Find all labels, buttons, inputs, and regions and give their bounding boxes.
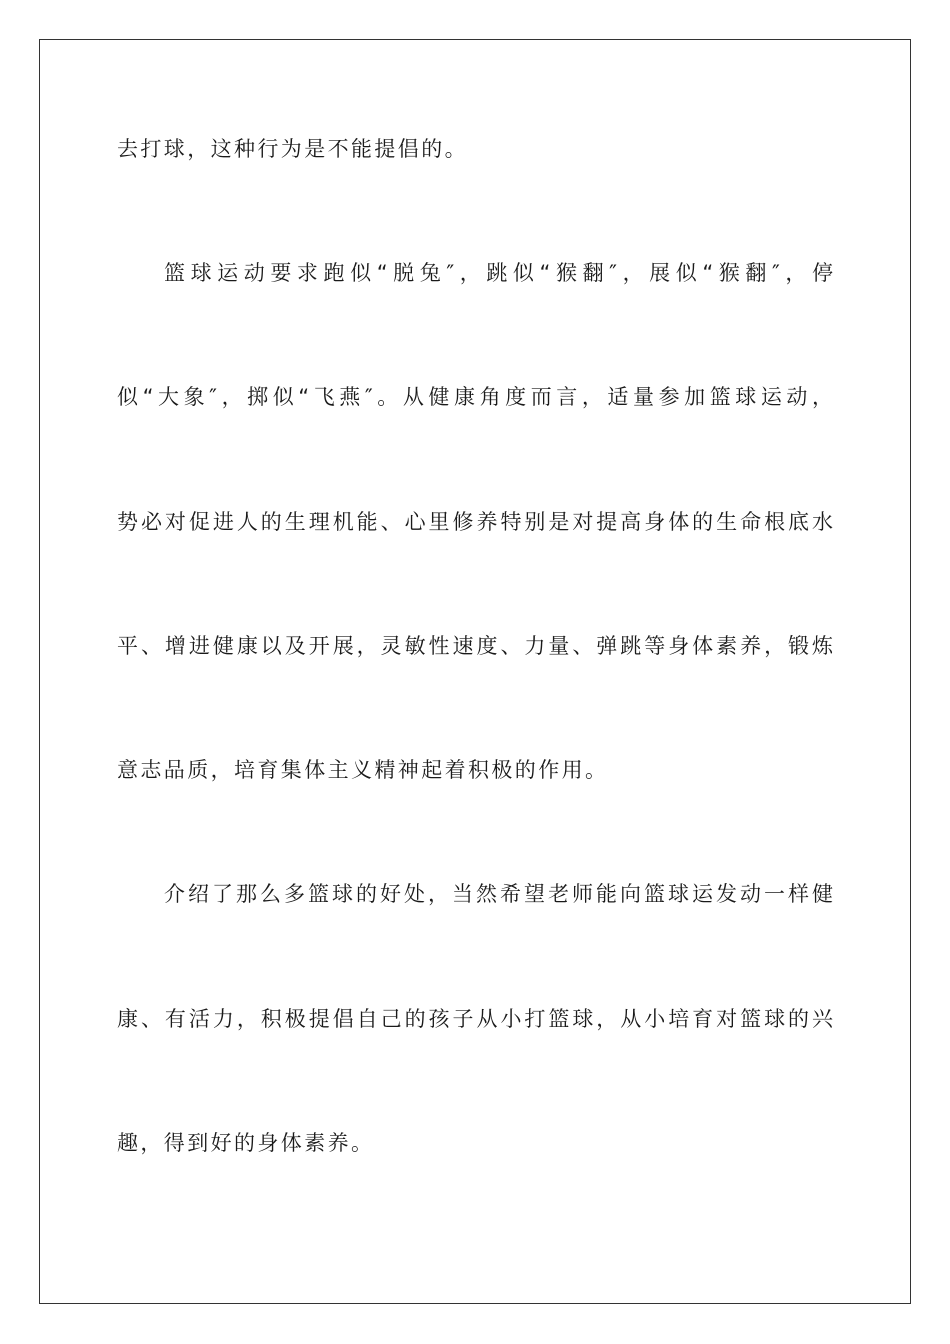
text-line: 意志品质，培育集体主义精神起着积极的作用。: [117, 758, 609, 782]
page-border: [39, 39, 911, 1304]
text-line: 势必对促进人的生理机能、心里修养特别是对提高身体的生命根底水: [117, 510, 833, 534]
text-line: 趣，得到好的身体素养。: [117, 1131, 375, 1155]
text-line: 平、增进健康以及开展，灵敏性速度、力量、弹跳等身体素养，锻炼: [117, 634, 833, 658]
text-line: 似“大象″，掷似“飞燕″。从健康角度而言，适量参加篮球运动，: [117, 385, 833, 409]
paragraph-start-line: 介绍了那么多篮球的好处，当然希望老师能向篮球运发动一样健: [164, 882, 833, 906]
paragraph-start-line: 篮球运动要求跑似“脱兔″，跳似“猴翻″，展似“猴翻″，停: [164, 261, 833, 285]
text-line: 康、有活力，积极提倡自己的孩子从小打篮球，从小培育对篮球的兴: [117, 1007, 833, 1031]
text-line: 去打球，这种行为是不能提倡的。: [117, 137, 468, 161]
